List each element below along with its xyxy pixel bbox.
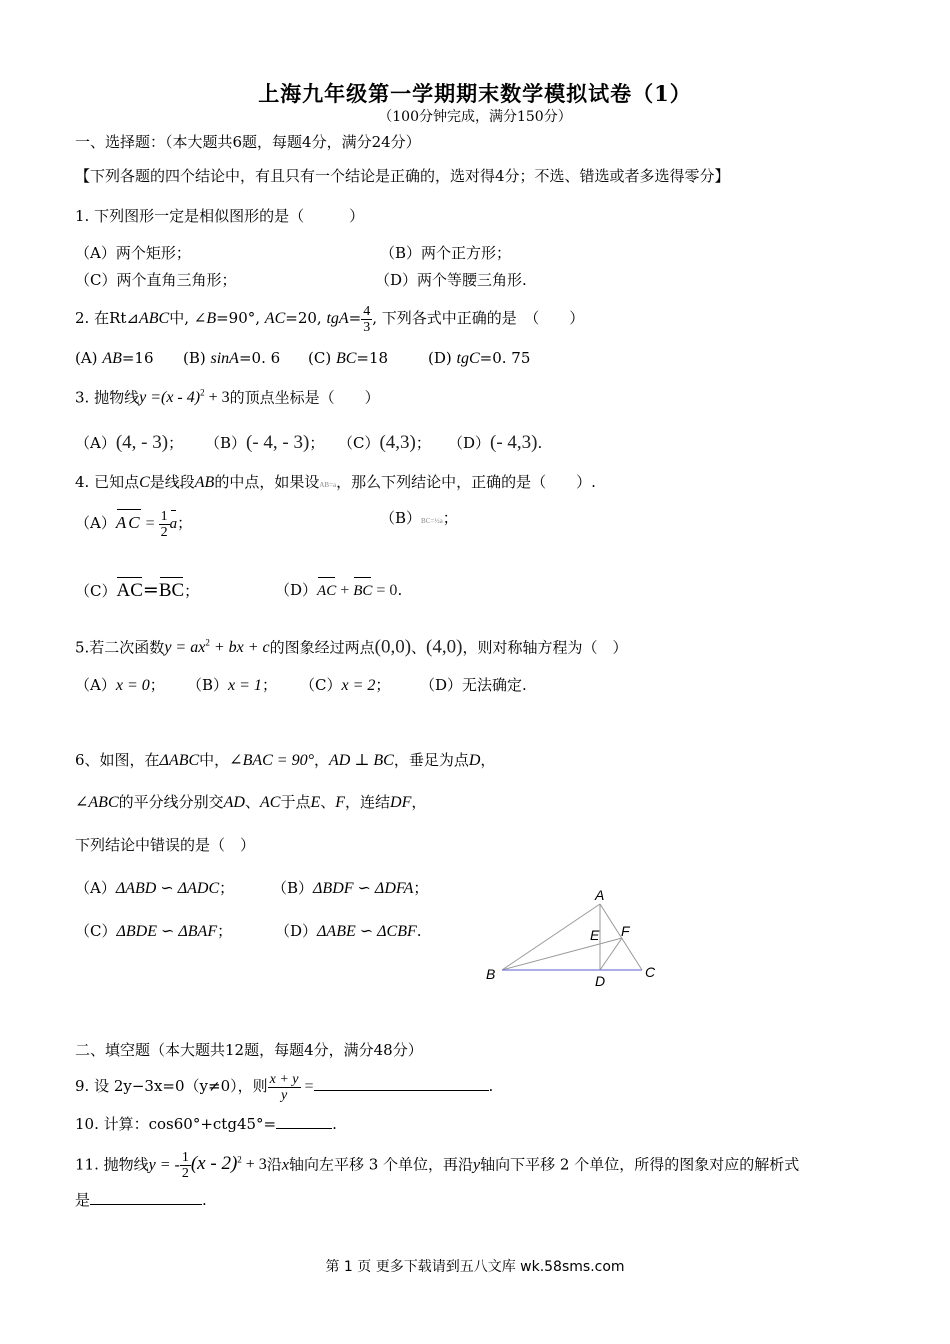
q3-formula: y =(x - 4)$^2$ + 3 xyxy=(139,388,230,407)
q10-answer-blank[interactable] xyxy=(276,1128,332,1129)
section2-heading: 二、填空题（本大题共12题，每题4分，满分48分） xyxy=(75,1041,423,1059)
q11-line2: 是 . xyxy=(75,1191,207,1209)
q11-formula: (x - 2)$^2$ + 3 xyxy=(190,1153,267,1175)
q6-line3: 下列结论中错误的是（ ） xyxy=(75,836,256,854)
segment-bf xyxy=(502,938,622,970)
q11-answer-blank[interactable] xyxy=(90,1204,202,1205)
q5-stem: 5.若二次函数$y = ax^2$ + bx + c的图象经过两点(0,0)、(4,0)，则对称轴方程为（ ） xyxy=(75,636,628,658)
q2-option-c: (C) BC=18 xyxy=(308,349,389,367)
q4-option-b: （B）BC=½a； xyxy=(380,509,458,527)
q1-stem: 1. 下列图形一定是相似图形的是（ ） xyxy=(75,207,365,225)
q6-option-b: （B）ΔBDF ∽ ΔDFA； xyxy=(272,879,429,897)
segment-ab xyxy=(502,904,600,970)
q1-option-d: （D）两个等腰三角形. xyxy=(375,271,527,289)
q6-option-a: （A）ΔABD ∽ ΔADC； xyxy=(75,879,235,897)
section1-heading: 一、选择题：（本大题共6题，每题4分，满分24分） xyxy=(75,133,421,151)
triangle-figure xyxy=(480,880,670,990)
label-c: C xyxy=(645,964,656,980)
q5-option-c: （C）x = 2； xyxy=(300,676,391,694)
q1-option-b: （B）两个正方形； xyxy=(380,244,512,262)
q9: 9. 设 2y−3x=0（y≠0），则 $\frac{x + y}{y}$ = . xyxy=(75,1071,494,1103)
q5-option-d: （D）无法确定. xyxy=(420,676,527,694)
q10: 10. 计算：cos60°+ctg45°= . xyxy=(75,1115,337,1133)
page-subtitle: （100分钟完成，满分150分） xyxy=(378,109,572,125)
q3-stem: 3. 抛物线y =(x - 4)$^2$ + 3的顶点坐标是（ ） xyxy=(75,388,380,407)
q5-option-b: （B）x = 1； xyxy=(187,676,277,694)
q11-fraction: $\frac{1}{2}$ xyxy=(181,1149,189,1181)
label-d: D xyxy=(595,973,606,989)
q9-answer-blank[interactable] xyxy=(314,1090,489,1091)
q2-option-b: (B) sinA=0. 6 xyxy=(183,349,281,367)
q2-stem: 2. 在Rt⊿ABC中, ∠B=90°, AC=20, tgA= $\frac{4}{3}$ , 下列各式中正确的是 （ ） xyxy=(75,303,585,335)
q5-option-a: （A）x = 0； xyxy=(75,676,165,694)
label-b: B xyxy=(486,966,496,982)
q4-option-a: （A）AC = $\frac{1}{2}$ a； xyxy=(75,508,193,540)
q3-option-a: （A）(4, - 3)； xyxy=(75,432,184,453)
q2-option-d: (D) tgC=0. 75 xyxy=(428,349,531,367)
q5-formula: $y = ax^2$ + bx + c xyxy=(164,638,270,657)
page-title: 上海九年级第一学期期末数学模拟试卷（1） xyxy=(258,81,692,106)
q6-line2: ∠ABC的平分线分别交AD、AC于点E、F，连结DF， xyxy=(75,793,427,811)
page-footer: 第 1 页 更多下载请到五八文库 wk.58sms.com xyxy=(325,1259,625,1275)
q4-stem: 4. 已知点C是线段AB的中点，如果设AB=a，那么下列结论中，正确的是（ ）. xyxy=(75,473,596,491)
q4-option-d: （D）AC + BC = 0. xyxy=(275,575,402,606)
q2-fraction: $\frac{4}{3}$ xyxy=(363,303,371,335)
q11-line1: 11. 抛物线y = - $\frac{1}{2}$ (x - 2)$^2$ + 3沿x轴向左平移 3 个单位，再沿y轴向下平移 2 个单位，所得的图象对应的解析式 xyxy=(75,1149,800,1181)
q6-option-c: （C）ΔBDE ∽ ΔBAF； xyxy=(75,922,233,940)
q1-option-a: （A）两个矩形； xyxy=(75,244,191,262)
q3-option-b: （B）(- 4, - 3)； xyxy=(205,432,325,453)
q1-option-c: （C）两个直角三角形； xyxy=(75,271,237,289)
label-a: A xyxy=(595,887,605,903)
q4-option-c: （C）AC=BC； xyxy=(75,575,199,606)
q2-option-a: (A) AB=16 xyxy=(75,349,154,367)
label-e: E xyxy=(590,927,600,943)
q4-a-fraction: $\frac{1}{2}$ xyxy=(160,508,168,540)
q9-fraction: $\frac{x + y}{y}$ xyxy=(269,1071,299,1103)
label-f: F xyxy=(621,923,630,939)
q3-option-d: （D）(- 4,3). xyxy=(448,432,543,453)
section1-note: 【下列各题的四个结论中，有且只有一个结论是正确的，选对得4分；不选、错选或者多选得零分】 xyxy=(75,167,730,185)
q6-line1: 6、如图，在ΔABC中，∠BAC = 90°，AD ⊥ BC，垂足为点D， xyxy=(75,751,496,769)
q3-option-c: （C）(4,3)； xyxy=(338,432,431,453)
q6-option-d: （D）ΔABE ∽ ΔCBF. xyxy=(275,922,422,940)
